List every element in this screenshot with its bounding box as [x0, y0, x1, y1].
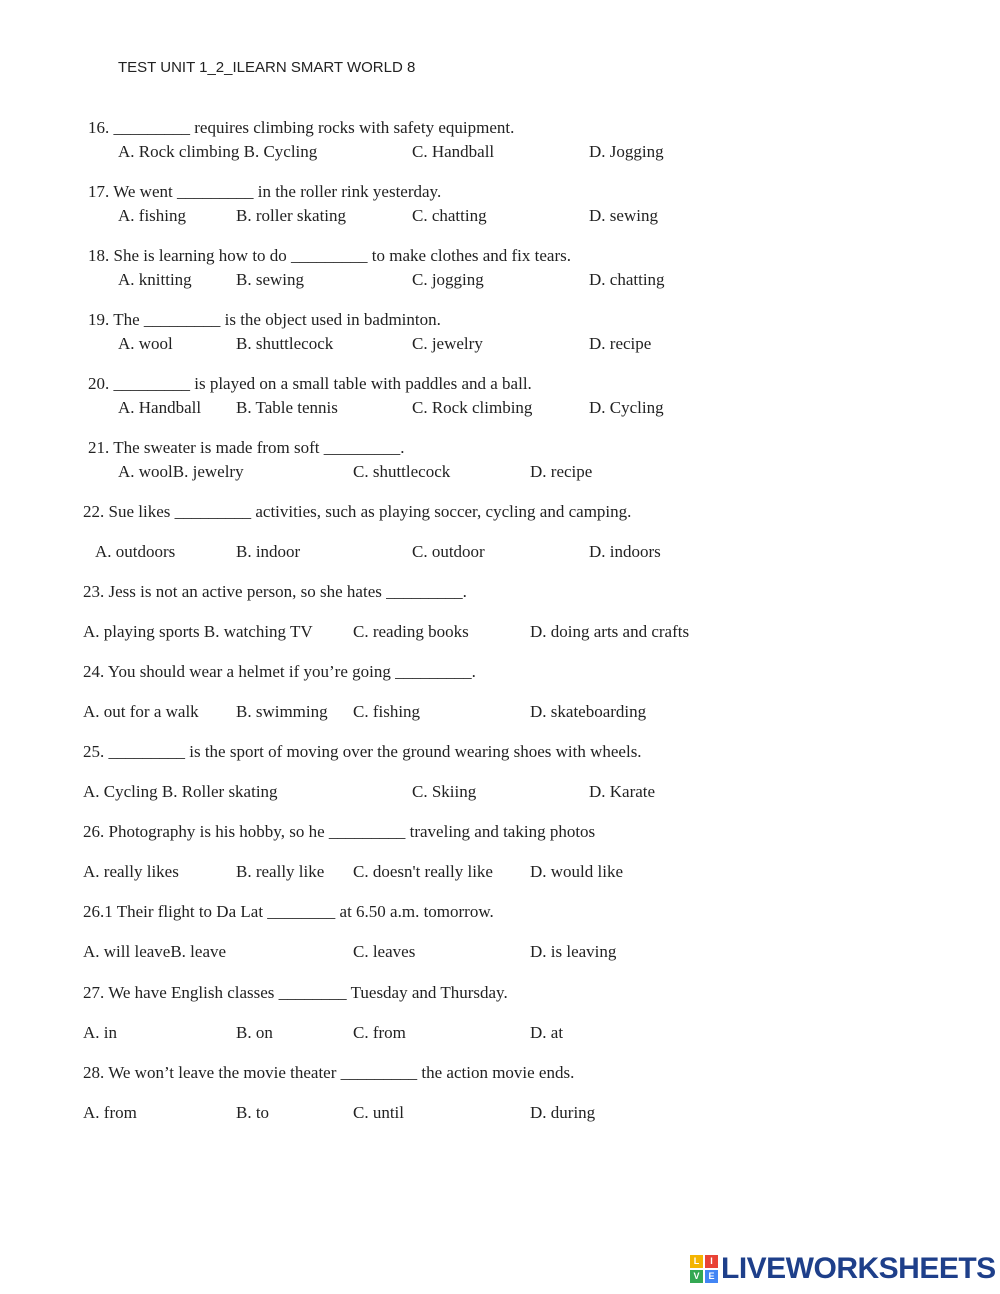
question-27-option-b: B. on	[236, 1023, 273, 1042]
question-23-option-c: C. reading books	[353, 622, 469, 641]
question-26-option-b: B. really like	[236, 862, 325, 881]
question-16-stem: 16. _________ requires climbing rocks with safety equipment.	[88, 118, 515, 137]
question-17-option-c: C. chatting	[412, 206, 487, 225]
question-18-option-c: C. jogging	[412, 270, 484, 289]
question-24-option-b: B. swimming	[236, 702, 328, 721]
question-17-option-a: A. fishing	[118, 206, 186, 225]
question-20-option-c: C. Rock climbing	[412, 398, 533, 417]
question-22-option-a: A. outdoors	[95, 542, 176, 561]
question-26-1-stem: 26.1 Their flight to Da Lat ________ at 6.50 a.m. tomorrow.	[83, 902, 494, 921]
question-28-option-d: D. during	[530, 1103, 596, 1122]
logo-mark-letter: L	[690, 1255, 703, 1268]
question-22-stem: 22. Sue likes _________ activities, such as playing soccer, cycling and camping.	[83, 502, 632, 521]
question-17-stem: 17. We went _________ in the roller rink yesterday.	[88, 182, 442, 201]
question-21-option-d: D. recipe	[530, 462, 593, 481]
question-18-option-d: D. chatting	[589, 270, 665, 289]
question-20-option-b: B. Table tennis	[236, 398, 338, 417]
question-25-option-a: A. Cycling B. Roller skating	[83, 782, 278, 801]
question-19-option-c: C. jewelry	[412, 334, 483, 353]
question-28-stem: 28. We won’t leave the movie theater _________ the action movie ends.	[83, 1063, 575, 1082]
question-28-option-b: B. to	[236, 1103, 270, 1122]
logo-mark-letter: I	[705, 1255, 718, 1268]
question-24-option-d: D. skateboarding	[530, 702, 647, 721]
question-25-option-c: C. Skiing	[412, 782, 477, 801]
question-24-option-a: A. out for a walk	[83, 702, 199, 721]
question-19-option-a: A. wool	[118, 334, 173, 353]
question-27-option-d: D. at	[530, 1023, 564, 1042]
question-27-option-c: C. from	[353, 1023, 406, 1042]
question-16-option-a: A. Rock climbing B. Cycling	[118, 142, 318, 161]
question-22-option-b: B. indoor	[236, 542, 301, 561]
question-20-stem: 20. _________ is played on a small table with paddles and a ball.	[88, 374, 532, 393]
question-26-option-c: C. doesn't really like	[353, 862, 493, 881]
question-18-option-a: A. knitting	[118, 270, 192, 289]
question-26-option-a: A. really likes	[83, 862, 179, 881]
question-27-option-a: A. in	[83, 1023, 117, 1042]
question-21-option-c: C. shuttlecock	[353, 462, 451, 481]
question-18-option-b: B. sewing	[236, 270, 304, 289]
question-28-option-a: A. from	[83, 1103, 137, 1122]
question-22-option-d: D. indoors	[589, 542, 661, 561]
question-25-option-d: D. Karate	[589, 782, 656, 801]
question-27-stem: 27. We have English classes ________ Tuesday and Thursday.	[83, 983, 508, 1002]
question-16-option-d: D. Jogging	[589, 142, 664, 161]
question-19-option-b: B. shuttlecock	[236, 334, 334, 353]
question-20-option-d: D. Cycling	[589, 398, 664, 417]
question-28-option-c: C. until	[353, 1103, 405, 1122]
question-20-option-a: A. Handball	[118, 398, 202, 417]
question-19-stem: 19. The _________ is the object used in badminton.	[88, 310, 441, 329]
logo-mark-letter: E	[705, 1270, 718, 1283]
question-24-option-c: C. fishing	[353, 702, 421, 721]
question-17-option-b: B. roller skating	[236, 206, 347, 225]
question-26-1-option-d: D. is leaving	[530, 942, 617, 961]
question-16-option-c: C. Handball	[412, 142, 495, 161]
question-21-option-a: A. woolB. jewelry	[118, 462, 244, 481]
question-23-option-a: A. playing sports B. watching TV	[83, 622, 313, 641]
liveworksheets-logo-text: LIVEWORKSHEETS	[721, 1252, 996, 1285]
question-22-option-c: C. outdoor	[412, 542, 485, 561]
question-24-stem: 24. You should wear a helmet if you’re going _________.	[83, 662, 476, 681]
question-23-option-d: D. doing arts and crafts	[530, 622, 690, 641]
question-26-option-d: D. would like	[530, 862, 624, 881]
liveworksheets-logo-icon	[690, 1255, 718, 1283]
question-26-stem: 26. Photography is his hobby, so he _________ traveling and taking photos	[83, 822, 596, 841]
question-26-1-option-c: C. leaves	[353, 942, 416, 961]
liveworksheets-logo	[690, 1252, 996, 1286]
page-header-title: TEST UNIT 1_2_ILEARN SMART WORLD 8	[118, 59, 416, 76]
question-17-option-d: D. sewing	[589, 206, 658, 225]
question-21-stem: 21. The sweater is made from soft _________.	[88, 438, 405, 457]
question-19-option-d: D. recipe	[589, 334, 652, 353]
question-25-stem: 25. _________ is the sport of moving over the ground wearing shoes with wheels.	[83, 742, 642, 761]
question-23-stem: 23. Jess is not an active person, so she hates _________.	[83, 582, 467, 601]
logo-mark-letter: V	[690, 1270, 703, 1283]
question-18-stem: 18. She is learning how to do _________ to make clothes and fix tears.	[88, 246, 571, 265]
question-26-1-option-a: A. will leaveB. leave	[83, 942, 227, 961]
